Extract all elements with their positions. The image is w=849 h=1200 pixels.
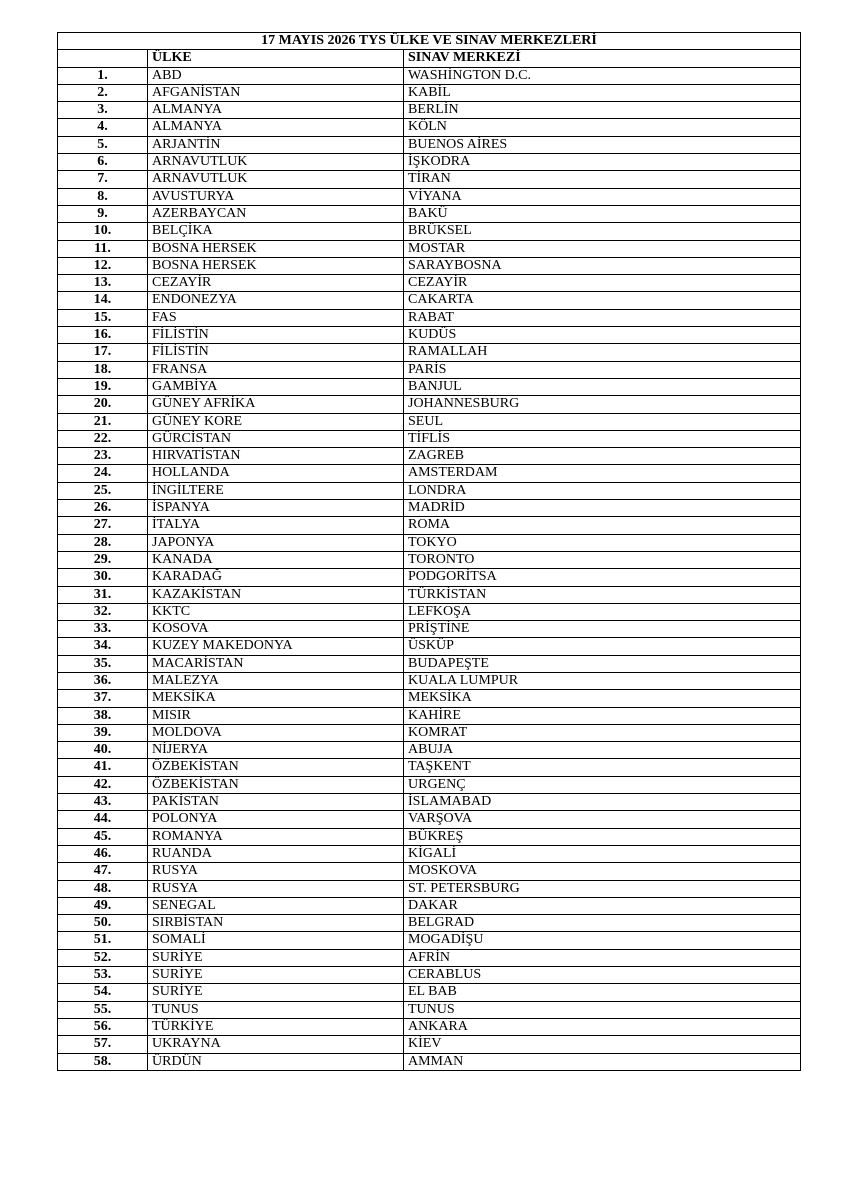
exam-center-cell: KAHİRE	[404, 707, 801, 724]
exam-center-cell: İSLAMABAD	[404, 794, 801, 811]
center-column-header: SINAV MERKEZİ	[404, 50, 801, 67]
exam-center-cell: AFRİN	[404, 949, 801, 966]
country-cell: KKTC	[148, 603, 404, 620]
table-row	[58, 517, 801, 534]
table-row	[58, 448, 801, 465]
row-number: 23.	[58, 448, 148, 465]
country-cell: İNGİLTERE	[148, 482, 404, 499]
table-row	[58, 845, 801, 862]
exam-center-cell: ZAGREB	[404, 448, 801, 465]
table-row	[58, 776, 801, 793]
exam-center-cell: SEUL	[404, 413, 801, 430]
table-row	[58, 724, 801, 741]
table-row	[58, 275, 801, 292]
row-number: 2.	[58, 84, 148, 101]
table-row	[58, 84, 801, 101]
table-row	[58, 603, 801, 620]
table-row	[58, 672, 801, 689]
row-number: 26.	[58, 500, 148, 517]
row-number: 19.	[58, 378, 148, 395]
table-row	[58, 897, 801, 914]
country-cell: KARADAĞ	[148, 569, 404, 586]
exam-center-cell: MADRİD	[404, 500, 801, 517]
country-cell: GÜNEY AFRİKA	[148, 396, 404, 413]
exam-center-cell: ANKARA	[404, 1018, 801, 1035]
exam-center-cell: TUNUS	[404, 1001, 801, 1018]
country-cell: FİLİSTİN	[148, 344, 404, 361]
table-row	[58, 188, 801, 205]
country-cell: RUANDA	[148, 845, 404, 862]
country-cell: SOMALİ	[148, 932, 404, 949]
exam-center-cell: KOMRAT	[404, 724, 801, 741]
country-cell: HOLLANDA	[148, 465, 404, 482]
country-cell: ARNAVUTLUK	[148, 171, 404, 188]
exam-center-cell: KİEV	[404, 1036, 801, 1053]
exam-center-cell: KUDÜS	[404, 327, 801, 344]
country-cell: KOSOVA	[148, 621, 404, 638]
row-number: 1.	[58, 67, 148, 84]
country-cell: HIRVATİSTAN	[148, 448, 404, 465]
row-number: 41.	[58, 759, 148, 776]
exam-center-cell: RAMALLAH	[404, 344, 801, 361]
table-row	[58, 569, 801, 586]
table-row	[58, 828, 801, 845]
row-number: 43.	[58, 794, 148, 811]
table-row	[58, 863, 801, 880]
exam-center-cell: MOSKOVA	[404, 863, 801, 880]
country-cell: AFGANİSTAN	[148, 84, 404, 101]
table-row	[58, 430, 801, 447]
country-cell: FAS	[148, 309, 404, 326]
exam-center-cell: TOKYO	[404, 534, 801, 551]
country-cell: CEZAYİR	[148, 275, 404, 292]
table-row	[58, 136, 801, 153]
row-number: 57.	[58, 1036, 148, 1053]
country-cell: SURİYE	[148, 949, 404, 966]
table-row	[58, 932, 801, 949]
row-number: 5.	[58, 136, 148, 153]
country-cell: JAPONYA	[148, 534, 404, 551]
country-cell: AVUSTURYA	[148, 188, 404, 205]
exam-center-cell: VARŞOVA	[404, 811, 801, 828]
country-cell: MISIR	[148, 707, 404, 724]
table-row	[58, 655, 801, 672]
country-cell: MEKSİKA	[148, 690, 404, 707]
exam-center-cell: AMMAN	[404, 1053, 801, 1070]
document-title: 17 MAYIS 2026 TYS ÜLKE VE SINAV MERKEZLERİ	[58, 33, 801, 50]
exam-center-cell: DAKAR	[404, 897, 801, 914]
exam-center-cell: TÜRKİSTAN	[404, 586, 801, 603]
exam-center-cell: EL BAB	[404, 984, 801, 1001]
row-number: 31.	[58, 586, 148, 603]
row-number: 11.	[58, 240, 148, 257]
country-cell: PAKİSTAN	[148, 794, 404, 811]
exam-center-cell: KÖLN	[404, 119, 801, 136]
row-number: 32.	[58, 603, 148, 620]
row-number: 15.	[58, 309, 148, 326]
table-row	[58, 378, 801, 395]
row-number: 51.	[58, 932, 148, 949]
table-row	[58, 119, 801, 136]
row-number: 34.	[58, 638, 148, 655]
table-row	[58, 1018, 801, 1035]
table-row	[58, 309, 801, 326]
table-row	[58, 690, 801, 707]
row-number: 37.	[58, 690, 148, 707]
exam-center-cell: MOSTAR	[404, 240, 801, 257]
exam-center-cell: ST. PETERSBURG	[404, 880, 801, 897]
country-cell: ROMANYA	[148, 828, 404, 845]
country-cell: GÜRCİSTAN	[148, 430, 404, 447]
row-number: 48.	[58, 880, 148, 897]
row-number: 46.	[58, 845, 148, 862]
table-row	[58, 638, 801, 655]
table-row	[58, 707, 801, 724]
country-cell: AZERBAYCAN	[148, 205, 404, 222]
row-number: 21.	[58, 413, 148, 430]
exam-center-cell: CAKARTA	[404, 292, 801, 309]
table-row	[58, 154, 801, 171]
table-row	[58, 344, 801, 361]
table-row	[58, 742, 801, 759]
exam-center-cell: BÜKREŞ	[404, 828, 801, 845]
country-cell: İSPANYA	[148, 500, 404, 517]
table-row	[58, 880, 801, 897]
row-number: 38.	[58, 707, 148, 724]
country-cell: KANADA	[148, 551, 404, 568]
row-number: 30.	[58, 569, 148, 586]
exam-center-cell: BUDAPEŞTE	[404, 655, 801, 672]
row-number: 16.	[58, 327, 148, 344]
row-number: 54.	[58, 984, 148, 1001]
table-row	[58, 327, 801, 344]
row-number: 27.	[58, 517, 148, 534]
exam-center-cell: BELGRAD	[404, 915, 801, 932]
row-number: 36.	[58, 672, 148, 689]
country-cell: FİLİSTİN	[148, 327, 404, 344]
country-cell: RUSYA	[148, 880, 404, 897]
table-row	[58, 205, 801, 222]
country-cell: ÖZBEKİSTAN	[148, 776, 404, 793]
table-row	[58, 949, 801, 966]
country-cell: GÜNEY KORE	[148, 413, 404, 430]
table-row	[58, 811, 801, 828]
table-row	[58, 621, 801, 638]
table-row	[58, 396, 801, 413]
country-cell: TÜRKİYE	[148, 1018, 404, 1035]
row-number: 44.	[58, 811, 148, 828]
exam-center-cell: TAŞKENT	[404, 759, 801, 776]
country-cell: NİJERYA	[148, 742, 404, 759]
table-row	[58, 292, 801, 309]
exam-center-cell: BERLİN	[404, 102, 801, 119]
country-cell: BELÇİKA	[148, 223, 404, 240]
country-cell: SURİYE	[148, 984, 404, 1001]
exam-center-cell: ABUJA	[404, 742, 801, 759]
table-body	[58, 67, 801, 1070]
table-row	[58, 240, 801, 257]
country-cell: BOSNA HERSEK	[148, 240, 404, 257]
title-row	[58, 33, 801, 50]
country-cell: İTALYA	[148, 517, 404, 534]
country-cell: KAZAKİSTAN	[148, 586, 404, 603]
row-number: 39.	[58, 724, 148, 741]
exam-center-cell: WASHİNGTON D.C.	[404, 67, 801, 84]
row-number: 45.	[58, 828, 148, 845]
table-row	[58, 223, 801, 240]
country-column-header: ÜLKE	[148, 50, 404, 67]
row-number: 35.	[58, 655, 148, 672]
country-cell: KUZEY MAKEDONYA	[148, 638, 404, 655]
row-number: 49.	[58, 897, 148, 914]
exam-centers-table	[57, 32, 801, 1071]
country-cell: RUSYA	[148, 863, 404, 880]
table-row	[58, 551, 801, 568]
exam-center-cell: CERABLUS	[404, 967, 801, 984]
exam-center-cell: BAKÜ	[404, 205, 801, 222]
country-cell: ABD	[148, 67, 404, 84]
row-number: 29.	[58, 551, 148, 568]
row-number: 3.	[58, 102, 148, 119]
exam-center-cell: LEFKOŞA	[404, 603, 801, 620]
row-number: 58.	[58, 1053, 148, 1070]
country-cell: ARJANTİN	[148, 136, 404, 153]
exam-center-cell: BANJUL	[404, 378, 801, 395]
number-column-header	[58, 50, 148, 67]
exam-center-cell: CEZAYİR	[404, 275, 801, 292]
row-number: 10.	[58, 223, 148, 240]
table-row	[58, 361, 801, 378]
country-cell: MOLDOVA	[148, 724, 404, 741]
row-number: 20.	[58, 396, 148, 413]
exam-center-cell: URGENÇ	[404, 776, 801, 793]
table-row	[58, 67, 801, 84]
country-cell: ALMANYA	[148, 102, 404, 119]
row-number: 47.	[58, 863, 148, 880]
table-row	[58, 794, 801, 811]
exam-center-cell: MEKSİKA	[404, 690, 801, 707]
row-number: 33.	[58, 621, 148, 638]
row-number: 40.	[58, 742, 148, 759]
table-row	[58, 413, 801, 430]
country-cell: MALEZYA	[148, 672, 404, 689]
country-cell: UKRAYNA	[148, 1036, 404, 1053]
row-number: 50.	[58, 915, 148, 932]
table-row	[58, 465, 801, 482]
header-row	[58, 50, 801, 67]
country-cell: SIRBİSTAN	[148, 915, 404, 932]
row-number: 7.	[58, 171, 148, 188]
table-row	[58, 967, 801, 984]
table-row	[58, 984, 801, 1001]
exam-center-cell: ROMA	[404, 517, 801, 534]
table-row	[58, 586, 801, 603]
row-number: 52.	[58, 949, 148, 966]
exam-center-cell: TİFLİS	[404, 430, 801, 447]
exam-center-cell: LONDRA	[404, 482, 801, 499]
exam-center-cell: PODGORİTSA	[404, 569, 801, 586]
exam-center-cell: TİRAN	[404, 171, 801, 188]
table-row	[58, 1053, 801, 1070]
row-number: 28.	[58, 534, 148, 551]
table-row	[58, 1036, 801, 1053]
country-cell: ARNAVUTLUK	[148, 154, 404, 171]
exam-center-cell: AMSTERDAM	[404, 465, 801, 482]
exam-center-cell: PARİS	[404, 361, 801, 378]
country-cell: GAMBİYA	[148, 378, 404, 395]
country-cell: ÜRDÜN	[148, 1053, 404, 1070]
country-cell: ALMANYA	[148, 119, 404, 136]
table-row	[58, 102, 801, 119]
exam-center-cell: KABİL	[404, 84, 801, 101]
country-cell: SURİYE	[148, 967, 404, 984]
exam-center-cell: MOGADİŞU	[404, 932, 801, 949]
exam-center-cell: BRÜKSEL	[404, 223, 801, 240]
country-cell: FRANSA	[148, 361, 404, 378]
row-number: 18.	[58, 361, 148, 378]
row-number: 24.	[58, 465, 148, 482]
row-number: 17.	[58, 344, 148, 361]
exam-center-cell: PRİŞTİNE	[404, 621, 801, 638]
exam-center-cell: KİGALİ	[404, 845, 801, 862]
row-number: 9.	[58, 205, 148, 222]
country-cell: SENEGAL	[148, 897, 404, 914]
exam-center-cell: SARAYBOSNA	[404, 257, 801, 274]
exam-center-cell: BUENOS AİRES	[404, 136, 801, 153]
row-number: 22.	[58, 430, 148, 447]
row-number: 53.	[58, 967, 148, 984]
country-cell: TUNUS	[148, 1001, 404, 1018]
table-row	[58, 500, 801, 517]
exam-center-cell: VİYANA	[404, 188, 801, 205]
country-cell: MACARİSTAN	[148, 655, 404, 672]
row-number: 14.	[58, 292, 148, 309]
exam-center-cell: KUALA LUMPUR	[404, 672, 801, 689]
table-row	[58, 534, 801, 551]
row-number: 13.	[58, 275, 148, 292]
table-row	[58, 759, 801, 776]
country-cell: ENDONEZYA	[148, 292, 404, 309]
row-number: 42.	[58, 776, 148, 793]
exam-center-cell: RABAT	[404, 309, 801, 326]
exam-center-cell: ÜSKÜP	[404, 638, 801, 655]
table-row	[58, 482, 801, 499]
row-number: 12.	[58, 257, 148, 274]
country-cell: POLONYA	[148, 811, 404, 828]
exam-center-cell: TORONTO	[404, 551, 801, 568]
row-number: 6.	[58, 154, 148, 171]
row-number: 8.	[58, 188, 148, 205]
exam-center-cell: İŞKODRA	[404, 154, 801, 171]
country-cell: BOSNA HERSEK	[148, 257, 404, 274]
row-number: 56.	[58, 1018, 148, 1035]
country-cell: ÖZBEKİSTAN	[148, 759, 404, 776]
row-number: 55.	[58, 1001, 148, 1018]
row-number: 25.	[58, 482, 148, 499]
table-row	[58, 1001, 801, 1018]
table-row	[58, 171, 801, 188]
table-row	[58, 257, 801, 274]
row-number: 4.	[58, 119, 148, 136]
table-row	[58, 915, 801, 932]
exam-center-cell: JOHANNESBURG	[404, 396, 801, 413]
